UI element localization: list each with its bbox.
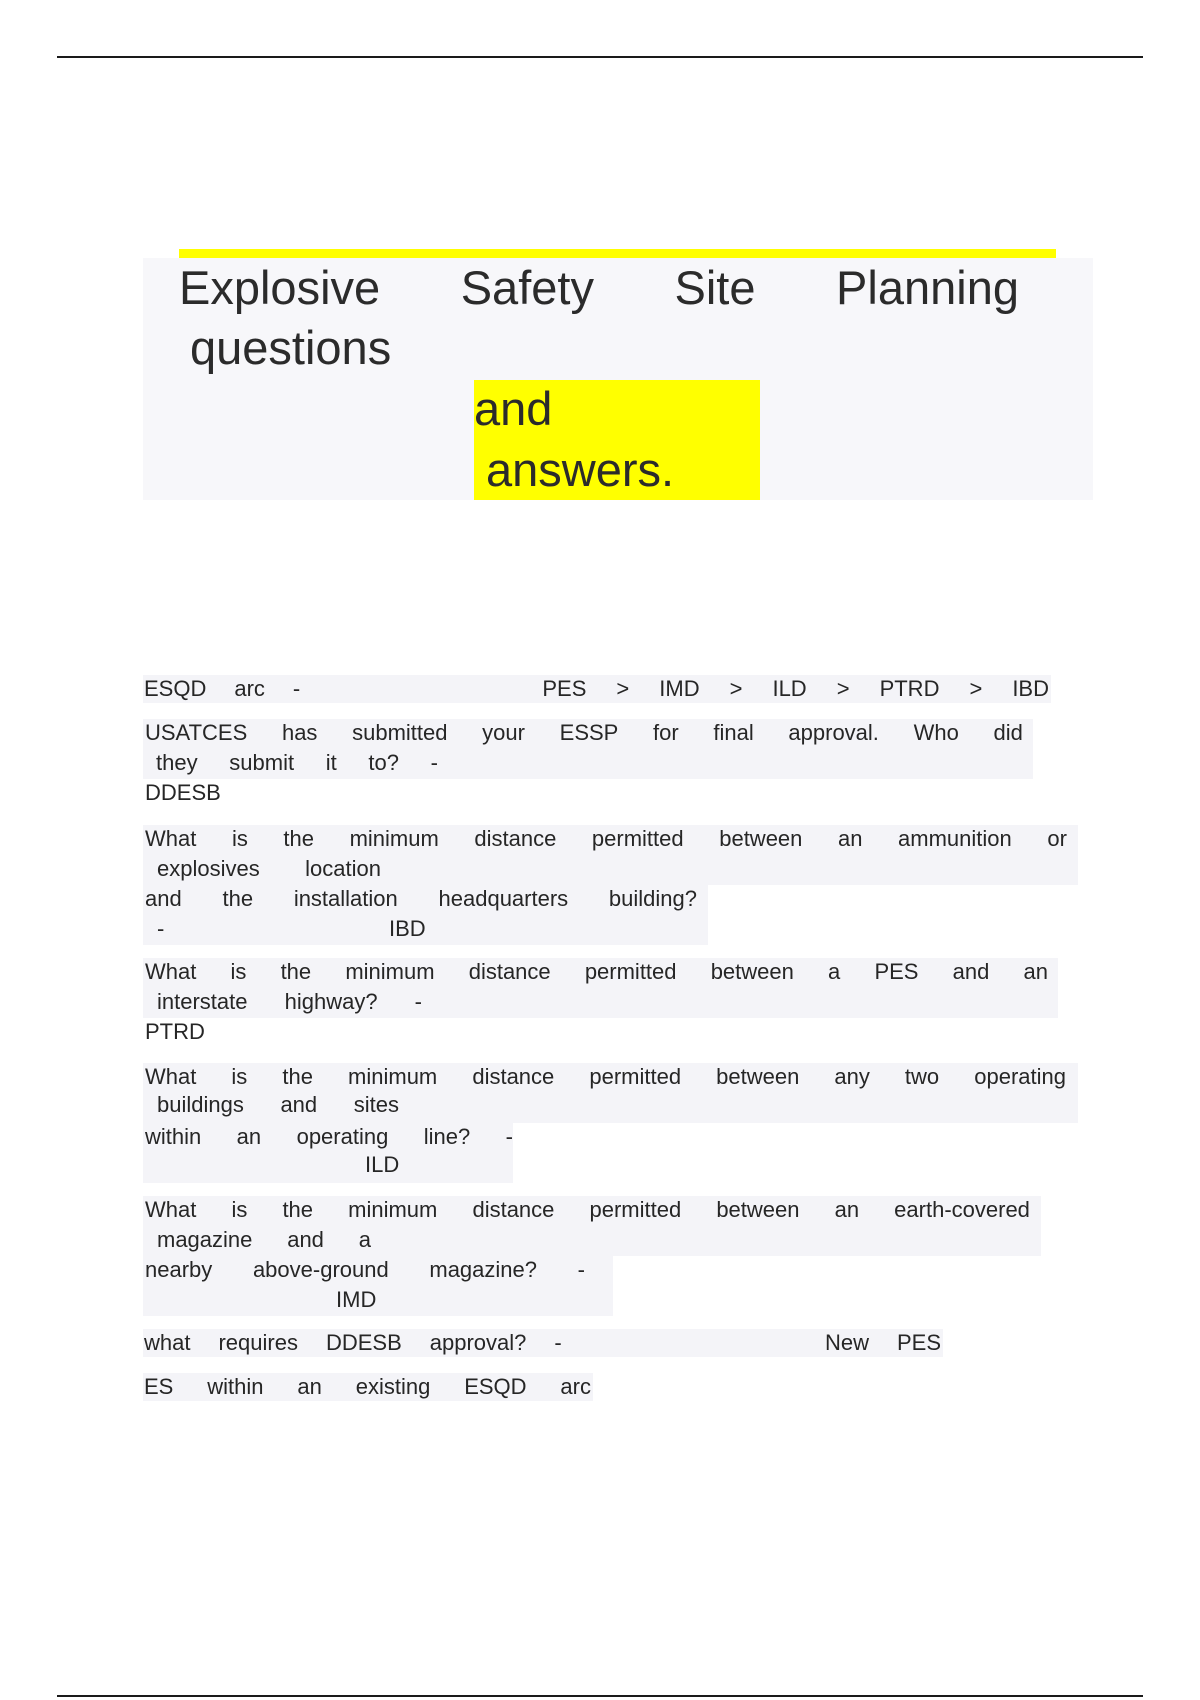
word: Who — [913, 720, 959, 745]
word: PES — [874, 959, 919, 984]
word: ammunition — [898, 826, 1012, 851]
word: permitted — [591, 826, 684, 851]
title-highlight-bar — [179, 249, 1056, 258]
word: distance — [472, 1197, 555, 1222]
answer-word: PTRD — [879, 676, 940, 701]
title-word: Planning — [836, 261, 1019, 314]
qa-line — [145, 885, 697, 913]
word: requires — [218, 1330, 298, 1355]
word: what — [144, 1330, 191, 1355]
qa-line — [145, 1123, 513, 1151]
word: the — [282, 1197, 314, 1222]
word: ESSP — [559, 720, 619, 745]
answer-word: ESQD — [464, 1374, 527, 1399]
word: distance — [468, 959, 551, 984]
word: USATCES — [145, 720, 248, 745]
answer-word: ES — [144, 1374, 174, 1399]
word: nearby — [145, 1257, 213, 1282]
word: an — [1023, 959, 1048, 984]
word: sites — [353, 1092, 399, 1117]
answer-word: IBD — [1012, 676, 1049, 701]
answer-text: DDESB — [145, 780, 221, 805]
word: the — [222, 886, 254, 911]
qa-line — [144, 1373, 591, 1401]
answer-text: ILD — [365, 1152, 400, 1177]
answer-word: within — [207, 1374, 264, 1399]
word: above-ground — [252, 1257, 389, 1282]
answer-word: > — [729, 676, 743, 701]
word: is — [231, 1197, 248, 1222]
word: and — [287, 1227, 324, 1252]
qa-line — [145, 1196, 1030, 1224]
word: between — [716, 1064, 800, 1089]
word: between — [710, 959, 794, 984]
word: minimum — [349, 826, 439, 851]
word: any — [834, 1064, 870, 1089]
word: magazine — [157, 1227, 253, 1252]
qa-line — [157, 1091, 399, 1119]
word: your — [482, 720, 525, 745]
answer-word: IMD — [659, 676, 700, 701]
word: and — [145, 886, 182, 911]
word: - — [554, 1330, 562, 1355]
title-word: Safety — [460, 261, 594, 314]
word: an — [837, 826, 863, 851]
qa-line — [156, 749, 438, 777]
word: What — [145, 826, 197, 851]
word: permitted — [584, 959, 677, 984]
word: approval? — [429, 1330, 527, 1355]
answer-word: an — [297, 1374, 322, 1399]
word: installation — [293, 886, 398, 911]
answer-word: > — [836, 676, 850, 701]
word: - — [577, 1257, 585, 1282]
title-word: Site — [674, 261, 756, 314]
dash: - — [157, 916, 165, 941]
word: or — [1047, 826, 1067, 851]
word: distance — [474, 826, 557, 851]
word: minimum — [348, 1197, 438, 1222]
word: arc — [234, 676, 265, 701]
word: approval. — [788, 720, 879, 745]
word: earth-covered — [894, 1197, 1030, 1222]
title-highlight-text: answers. — [486, 443, 675, 496]
word: - — [430, 750, 438, 775]
qa-line — [145, 825, 1067, 853]
title-highlight-text: and — [474, 382, 553, 435]
word: DDESB — [325, 1330, 402, 1355]
word: submit — [229, 750, 295, 775]
word: an — [834, 1197, 860, 1222]
word: the — [283, 826, 314, 851]
word: operating — [296, 1124, 389, 1149]
answer-word: PES — [896, 1330, 941, 1355]
qa-line — [157, 855, 381, 883]
word: operating — [974, 1064, 1066, 1089]
word: location — [305, 856, 381, 881]
word: did — [993, 720, 1023, 745]
qa-line — [144, 1329, 941, 1357]
header-rule — [57, 56, 1143, 58]
title-word: questions — [190, 321, 392, 374]
word: highway? — [284, 989, 378, 1014]
footer-rule — [57, 1695, 1143, 1697]
word: interstate — [157, 989, 248, 1014]
word: for — [653, 720, 679, 745]
word: building? — [608, 886, 697, 911]
word: the — [280, 959, 312, 984]
word: What — [145, 1197, 197, 1222]
word: a — [358, 1227, 371, 1252]
word: within — [145, 1124, 202, 1149]
word: minimum — [348, 1064, 438, 1089]
qa-line — [145, 1256, 585, 1284]
answer-word: PES — [542, 676, 587, 701]
qa-line — [145, 719, 1023, 747]
word: the — [282, 1064, 313, 1089]
word: explosives — [157, 856, 260, 881]
answer-word: > — [969, 676, 983, 701]
word: is — [231, 1064, 248, 1089]
answer-text: IMD — [336, 1287, 377, 1312]
word: is — [230, 959, 247, 984]
word: and — [952, 959, 990, 984]
word: an — [236, 1124, 262, 1149]
word: a — [828, 959, 841, 984]
word: and — [280, 1092, 318, 1117]
word: headquarters — [438, 886, 569, 911]
word: - — [292, 676, 301, 701]
answer-word: New — [824, 1330, 869, 1355]
word: it — [325, 750, 337, 775]
word: final — [713, 720, 754, 745]
title-line-1 — [179, 258, 1019, 318]
word: magazine? — [429, 1257, 538, 1282]
word: two — [904, 1064, 940, 1089]
answer-word: existing — [355, 1374, 431, 1399]
word: - — [505, 1124, 513, 1149]
word: What — [145, 1064, 197, 1089]
answer-word: > — [616, 676, 630, 701]
word: is — [231, 826, 248, 851]
word: to? — [368, 750, 399, 775]
qa-line — [145, 1063, 1066, 1091]
word: ESQD — [144, 676, 207, 701]
word: - — [414, 989, 422, 1014]
word: submitted — [352, 720, 448, 745]
word: What — [145, 959, 197, 984]
word: permitted — [589, 1064, 682, 1089]
word: permitted — [589, 1197, 682, 1222]
answer-text: PTRD — [145, 1019, 205, 1044]
word: they — [156, 750, 198, 775]
qa-line — [157, 988, 422, 1016]
word: line? — [423, 1124, 471, 1149]
answer-word: ILD — [772, 676, 807, 701]
word: between — [716, 1197, 800, 1222]
word: buildings — [157, 1092, 244, 1117]
word: has — [281, 720, 318, 745]
title-word: Explosive — [179, 261, 381, 314]
word: distance — [472, 1064, 555, 1089]
word: minimum — [345, 959, 435, 984]
qa-line — [145, 958, 1048, 986]
qa-line — [144, 675, 1049, 703]
word: between — [719, 826, 803, 851]
answer-text: IBD — [389, 916, 426, 941]
qa-line — [157, 1226, 371, 1254]
answer-word: arc — [560, 1374, 591, 1399]
